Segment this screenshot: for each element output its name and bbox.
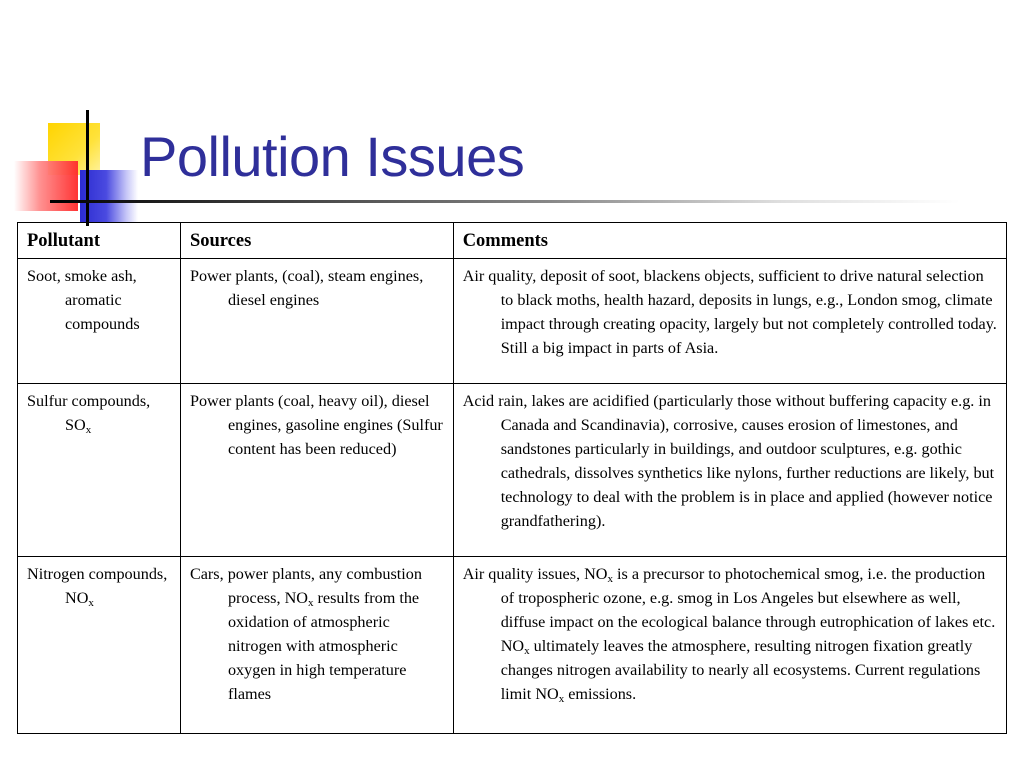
text-run: ultimately leaves the atmosphere, resulting nitrogen fixation greatly changes nitrogen availability to nearly all ecosystems. Current regulations limit NO	[500, 637, 981, 703]
cell-text	[27, 562, 172, 610]
table-row	[18, 384, 1007, 557]
cell-text	[190, 264, 445, 312]
table-row	[18, 259, 1007, 384]
subscript: x	[88, 597, 94, 609]
text-run: Sulfur compounds, SO	[27, 392, 151, 434]
text-run: Air quality issues, NO	[462, 565, 608, 583]
header-pollutant: Pollutant	[18, 223, 181, 259]
cell-sources	[180, 259, 453, 384]
subscript: x	[558, 693, 565, 705]
decor-vertical-line	[86, 110, 89, 226]
text-run: Acid rain, lakes are acidified (particularly those without buffering capacity e.g. in Canada and Scandinavia), corrosive, causes erosion of limestones, and sandstones particularly in buildings, and outdoor sculptures, e.g. gothic cathedrals, dissolves synthetics like nylons, further reductions are likely, but technology to deal with the problem is in place and applied (however notice grandfathering).	[462, 392, 995, 530]
cell-text	[190, 389, 445, 461]
table-header-row	[18, 223, 1007, 259]
cell-text	[27, 389, 172, 437]
pollution-table	[17, 222, 1007, 734]
subscript: x	[85, 424, 92, 436]
text-run: is a precursor to photochemical smog, i.e. the production of tropospheric ozone, e.g. smog in Los Angeles but elsewhere as well, diffuse impact on the ecological balance through eutrophication of lakes etc. NO	[500, 565, 996, 655]
text-run: Power plants, (coal), steam engines, diesel engines	[189, 267, 424, 309]
cell-text	[463, 264, 998, 360]
cell-text	[463, 562, 998, 706]
cell-sources	[180, 384, 453, 557]
text-run: Cars, power plants, any combustion process, NO	[189, 565, 422, 607]
cell-text	[190, 562, 445, 706]
slide-title: Pollution Issues	[140, 125, 525, 188]
text-run: results from the oxidation of atmospheric nitrogen with atmospheric oxygen in high temperature flames	[227, 589, 420, 703]
cell-comments	[453, 259, 1006, 384]
decor-red-square	[14, 161, 78, 211]
cell-pollutant	[18, 259, 181, 384]
text-run: Soot, smoke ash, aromatic compounds	[27, 267, 140, 333]
subscript: x	[607, 573, 613, 585]
cell-text	[463, 389, 998, 533]
text-run: emissions.	[564, 685, 637, 703]
table-row	[18, 557, 1007, 734]
text-run: Power plants (coal, heavy oil), diesel engines, gasoline engines (Sulfur content has been reduced)	[189, 392, 443, 458]
cell-text	[27, 264, 172, 336]
cell-sources	[180, 557, 453, 734]
text-run: Air quality, deposit of soot, blackens objects, sufficient to drive natural selection to black moths, health hazard, deposits in lungs, e.g., London smog, climate impact through creating opacity, largely but not completely controlled today. Still a big impact in parts of Asia.	[462, 267, 997, 357]
header-comments: Comments	[453, 223, 1006, 259]
cell-pollutant	[18, 384, 181, 557]
title-underline	[50, 200, 960, 203]
subscript: x	[307, 597, 314, 609]
cell-comments	[453, 384, 1006, 557]
cell-comments	[453, 557, 1006, 734]
text-run: Nitrogen compounds, NO	[27, 565, 168, 607]
subscript: x	[524, 645, 530, 657]
header-sources: Sources	[180, 223, 453, 259]
cell-pollutant	[18, 557, 181, 734]
